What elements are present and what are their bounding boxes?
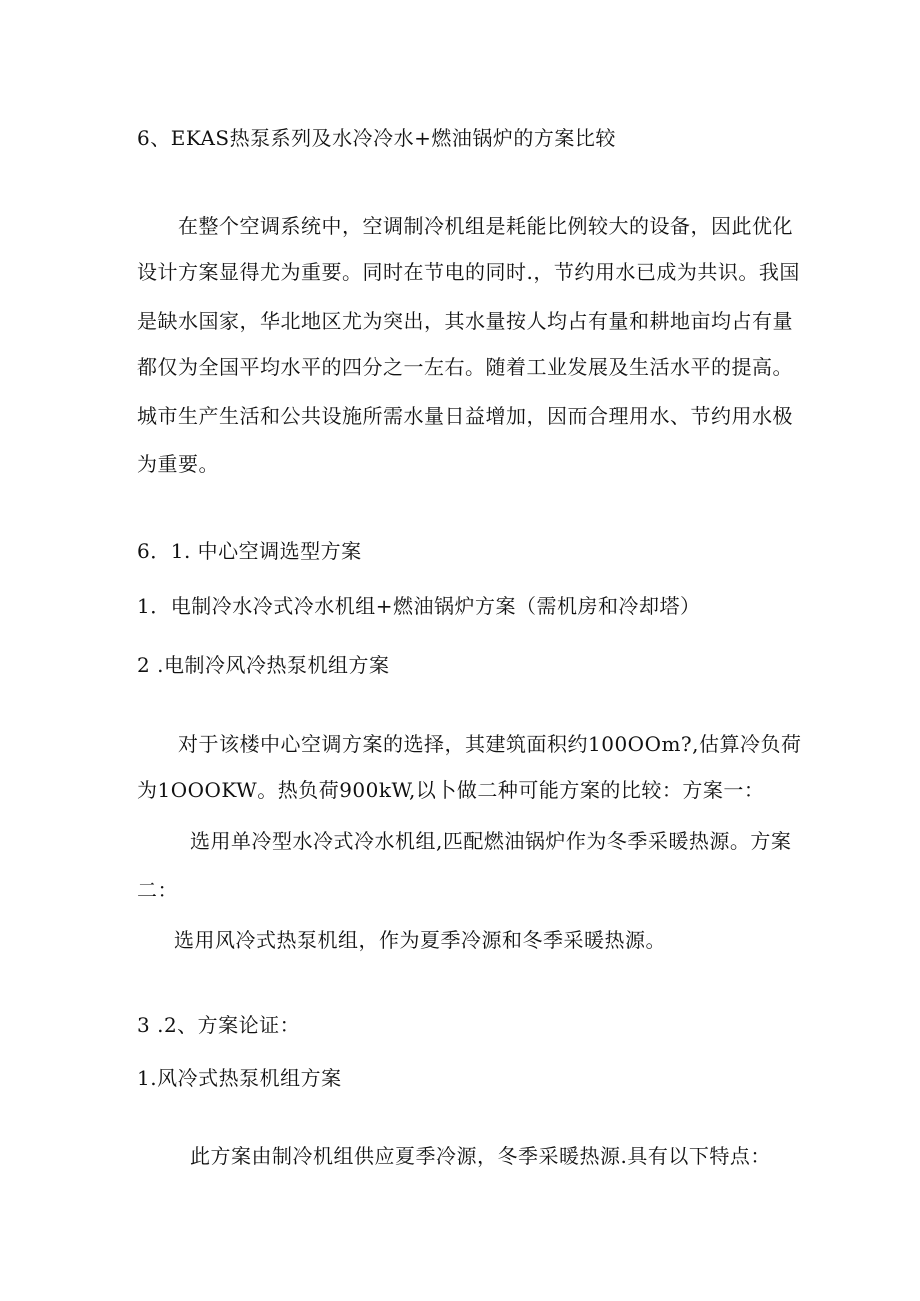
- building-line-2: 为1OOOKW。热负荷900kW,以卜做二种可能方案的比较：方案一：: [137, 778, 765, 802]
- intro-line-2: 设计方案显得尤为重要。同时在节电的同时.，节约用水已成为共识。我国: [137, 260, 800, 284]
- intro-line-1: 在整个空调系统中，空调制冷机组是耗能比例较大的设备，因此优化: [178, 214, 793, 238]
- subsection-heading-6-1: 6．1. 中心空调选型方案: [137, 539, 362, 563]
- scheme-1-line-1: 选用单冷型水冷式冷水机组,匹配燃油锅炉作为冬季采暖热源。方案: [190, 829, 792, 853]
- intro-line-6: 为重要。: [137, 452, 219, 476]
- section-heading: 6、EKAS热泵系列及水冷冷水+燃油锅炉的方案比较: [137, 126, 616, 150]
- intro-line-3: 是缺水国家，华北地区尤为突出，其水量按人均占有量和耕地亩均占有量: [137, 309, 793, 333]
- features-intro-text: 此方案由制冷机组供应夏季冷源，冬季采暖热源.具有以下特点：: [190, 1144, 771, 1168]
- subheading-air-cooled: 1.风冷式热泵机组方案: [137, 1066, 342, 1090]
- scheme-1-line-2: 二：: [137, 878, 178, 902]
- building-line-1: 对于该楼中心空调方案的选择，其建筑面积约100OOm?,估算冷负荷: [178, 732, 802, 756]
- option-1-text: 1．电制冷水冷式冷水机组+燃油锅炉方案（需机房和冷却塔）: [137, 594, 701, 618]
- intro-line-4: 都仅为全国平均水平的四分之一左右。随着工业发展及生活水平的提高。: [137, 355, 793, 379]
- option-2-text: 2 .电制冷风冷热泵机组方案: [137, 653, 390, 677]
- intro-line-5: 城市生产生活和公共设施所需水量日益增加，因而合理用水、节约用水极: [137, 404, 793, 428]
- scheme-2-text: 选用风冷式热泵机组，作为夏季冷源和冬季采暖热源。: [174, 928, 666, 952]
- subsection-heading-3-2: 3 .2、方案论证：: [137, 1013, 301, 1037]
